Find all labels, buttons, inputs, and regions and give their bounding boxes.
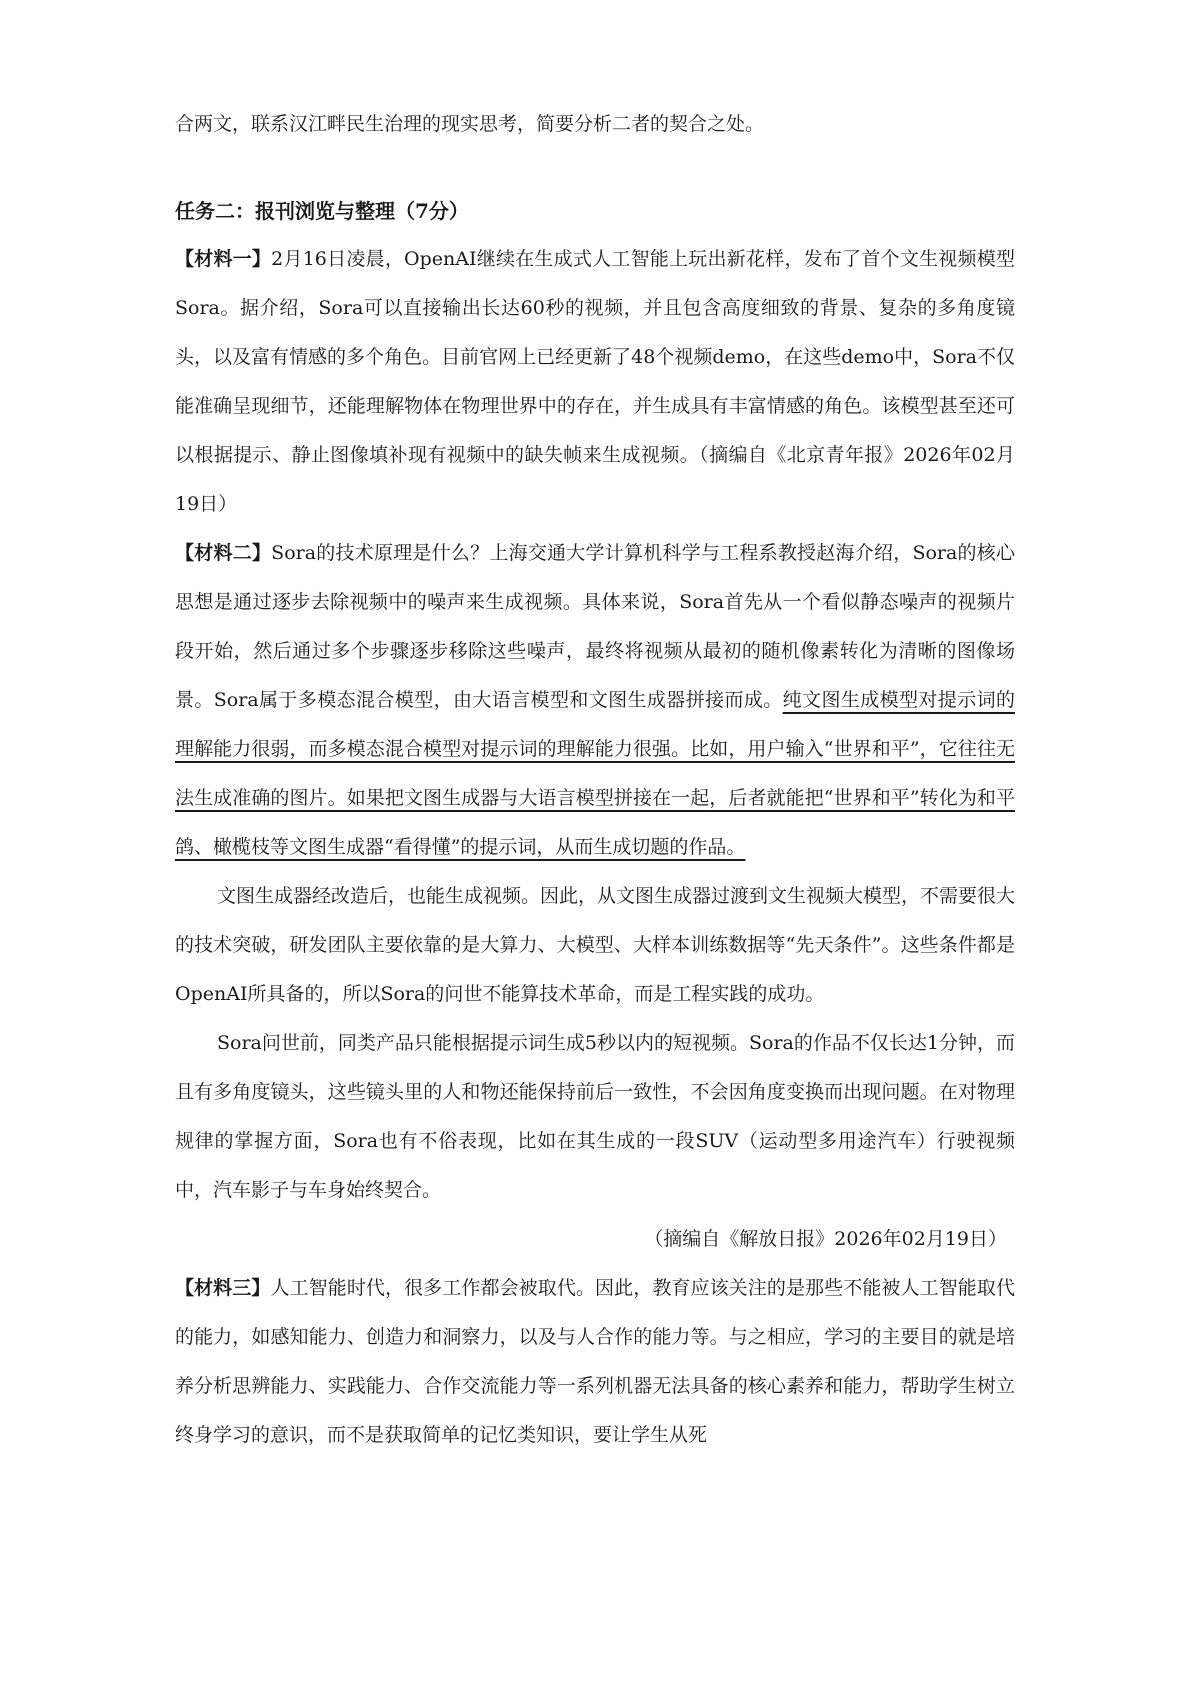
material2-underlined-text: 纯文图生成模型对提示词的理解能力很弱，而多模态混合模型对提示词的理解能力很强。比如，用户输入“世界和平”，它往往无法生成准确的图片。如果把文图生成器与大语言模型拼接在一起，后者就能把“世界和平”转化为和平鸽、橄榄枝等文图生成器“看得懂”的提示词，从而生成切题的作品。 <box>175 689 1015 858</box>
material1-text: 2月16日凌晨，OpenAI继续在生成式人工智能上玩出新花样，发布了首个文生视频模型Sora。据介绍，Sora可以直接输出长达60秒的视频，并且包含高度细致的背景、复杂的多角度镜头，以及富有情感的多个角色。目前官网上已经更新了48个视频demo，在这些demo中，Sora不仅能准确呈现细节，还能理解物体在物理世界中的存在，并生成具有丰富情感的角色。该模型甚至还可以根据提示、静止图像填补现有视频中的缺失帧来生成视频。（摘编自《北京青年报》2026年02月19日） <box>175 248 1015 515</box>
material2-para2: 文图生成器经改造后，也能生成视频。因此，从文图生成器过渡到文生视频大模型，不需要很大的技术突破，研发团队主要依靠的是大算力、大模型、大样本训练数据等“先天条件”。这些条件都是OpenAI所具备的，所以Sora的问世不能算技术革命，而是工程实践的成功。 <box>175 885 1016 1005</box>
material1-tag: 【材料一】 <box>175 248 272 270</box>
material2-tag: 【材料二】 <box>175 542 272 564</box>
material2-source: （摘编自《解放日报》2026年02月19日） <box>644 1228 1007 1250</box>
material3-text: 人工智能时代，很多工作都会被取代。因此，教育应该关注的是那些不能被人工智能取代的能力，如感知能力、创造力和洞察力，以及与人合作的能力等。与之相应，学习的主要目的就是培养分析思辨能力、实践能力、合作交流能力等一系列机器无法具备的核心素养和能力，帮助学生树立终身学习的意识，而不是获取简单的记忆类知识，要让学生从死 <box>175 1277 1015 1446</box>
task2-heading: 任务二：报刊浏览与整理（7分） <box>175 199 469 223</box>
material2-paragraph <box>175 529 1015 872</box>
material2-para3: Sora问世前，同类产品只能根据提示词生成5秒以内的短视频。Sora的作品不仅长达1分钟，而且有多角度镜头，这些镜头里的人和物还能保持前后一致性，不会因角度变换而出现问题。在对物理规律的掌握方面，Sora也有不俗表现，比如在其生成的一段SUV（运动型多用途汽车）行驶视频中，汽车影子与车身始终契合。 <box>175 1032 1015 1201</box>
material3-tag: 【材料三】 <box>175 1277 271 1299</box>
material1-paragraph <box>175 235 1015 529</box>
intro-line: 合两文，联系汉江畔民生治理的现实思考，简要分析二者的契合之处。 <box>175 113 765 135</box>
material3-paragraph <box>175 1264 1015 1460</box>
material2-text: Sora的技术原理是什么？上海交通大学计算机科学与工程系教授赵海介绍，Sora的核心思想是通过逐步去除视频中的噪声来生成视频。具体来说，Sora首先从一个看似静态噪声的视频片段开始，然后通过多个步骤逐步移除这些噪声，最终将视频从最初的随机像素转化为清晰的图像场景。Sora属于多模态混合模型，由大语言模型和文图生成器拼接而成。 <box>175 542 1015 711</box>
